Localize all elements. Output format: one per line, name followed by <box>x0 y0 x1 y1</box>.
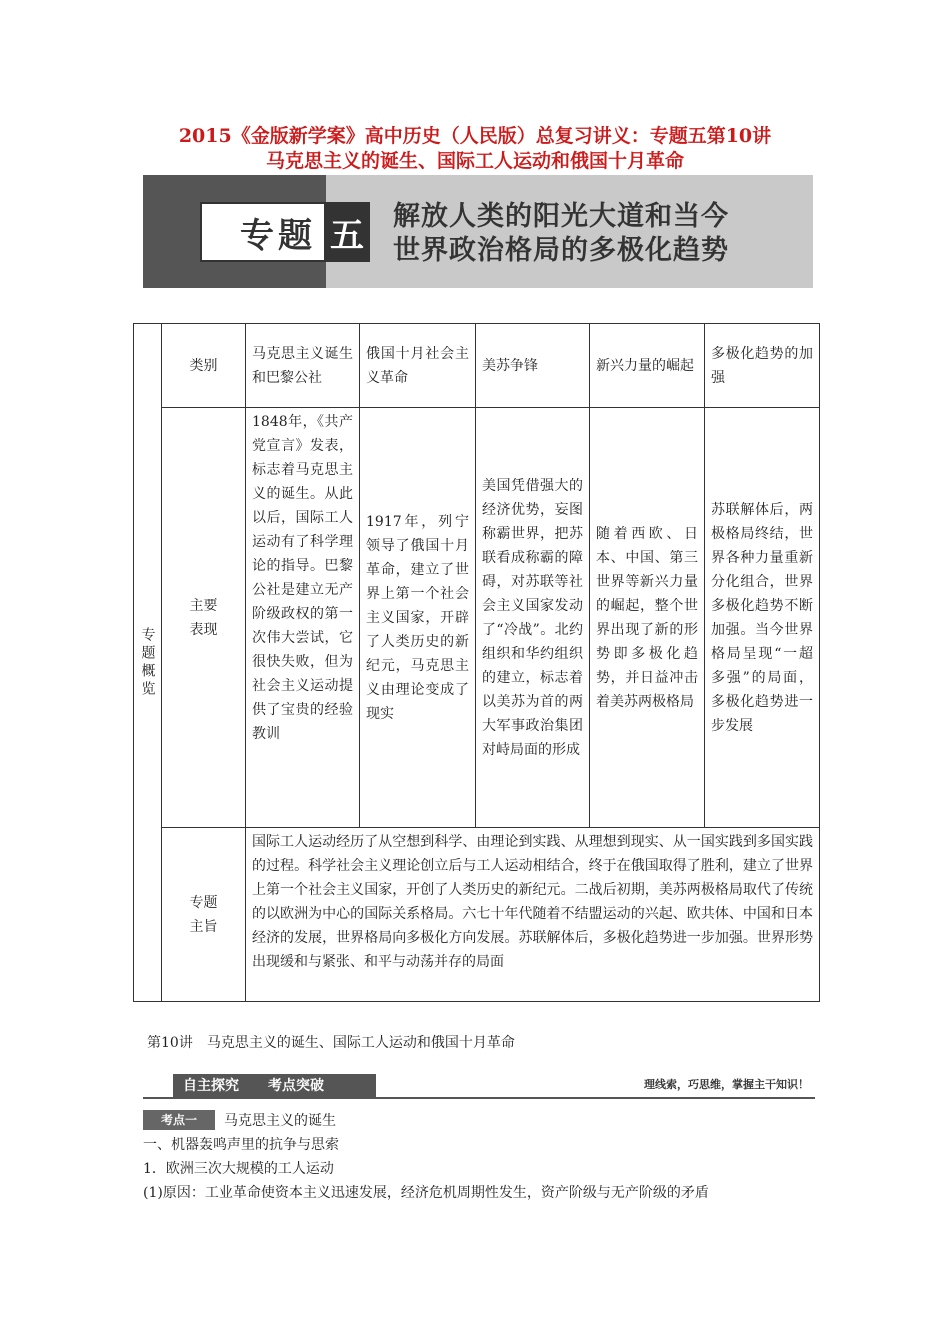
side-label: 专题概览 <box>139 626 156 699</box>
tab-self-study: 自主探究 <box>173 1074 271 1098</box>
banner-heading <box>393 200 729 268</box>
document-title-line1: 2015《金版新学案》高中历史（人民版）总复习讲义：专题五第10讲 <box>178 125 772 147</box>
lecture-heading: 第10讲 马克思主义的诞生、国际工人运动和俄国十月革命 <box>147 1035 515 1051</box>
main-cell-4: 随着西欧、日本、中国、第三世界等新兴力量的崛起，整个世界出现了新的形势即多极化趋势，并日益冲击着美苏两极格局 <box>590 408 705 828</box>
tab-key-points: 考点突破 <box>258 1074 376 1098</box>
table-row <box>134 828 820 1002</box>
main-cell-1: 1848年，《共产党宣言》发表，标志着马克思主义的诞生。从此以后，国际工人运动有了科学理论的指导。巴黎公社是建立无产阶级政权的第一次伟大尝试，它很快失败，但为社会主义运动提供了宝贵的经验教训 <box>246 408 360 828</box>
header-col-1: 马克思主义诞生和巴黎公社 <box>246 324 360 408</box>
main-cell-5: 苏联解体后，两极格局终结，世界各种力量重新分化组合，世界多极化趋势不断加强。当今世界格局呈现“一超多强”的局面，多极化趋势进一步发展 <box>705 408 820 828</box>
banner-topic-label <box>200 202 370 262</box>
section-slogan: 理线索，巧思维，掌握主干知识！ <box>644 1078 809 1091</box>
kaodian-title: 马克思主义的诞生 <box>224 1113 336 1129</box>
side-label-cell <box>134 324 162 1002</box>
header-row-label: 类别 <box>162 324 246 408</box>
section-bar <box>143 1068 815 1100</box>
theme-row-label-text: 专题主旨 <box>189 894 218 935</box>
header-col-4: 新兴力量的崛起 <box>590 324 705 408</box>
document-title-line2: 马克思主义的诞生、国际工人运动和俄国十月革命 <box>265 150 684 172</box>
theme-row-label <box>162 828 246 1002</box>
main-row-label <box>162 408 246 828</box>
header-col-2: 俄国十月社会主义革命 <box>360 324 476 408</box>
theme-text: 国际工人运动经历了从空想到科学、由理论到实践、从理想到现实、从一国实践到多国实践的过程。科学社会主义理论创立后与工人运动相结合，终于在俄国取得了胜利，建立了世界上第一个社会主义国家，开创了人类历史的新纪元。二战后初期，美苏两极格局取代了传统的以欧洲为中心的国际关系格局。六七十年代随着不结盟运动的兴起、欧共体、中国和日本经济的发展，世界格局向多极化方向发展。苏联解体后，多极化趋势进一步加强。世界形势出现缓和与紧张、和平与动荡并存的局面 <box>246 828 820 1002</box>
body-line-1: 一、机器轰鸣声里的抗争与思索 <box>143 1137 339 1153</box>
main-row-label-text: 主要表现 <box>189 597 218 638</box>
overview-table <box>133 323 820 1002</box>
banner-heading-line1: 解放人类的阳光大道和当今 <box>393 201 729 232</box>
table-row <box>134 408 820 828</box>
main-cell-3: 美国凭借强大的经济优势，妄图称霸世界，把苏联看成称霸的障碍，对苏联等社会主义国家发动了“冷战”。北约组织和华约组织的建立，标志着以美苏为首的两大军事政治集团对峙局面的形成 <box>476 408 590 828</box>
header-col-5: 多极化趋势的加强 <box>705 324 820 408</box>
body-line-3: (1)原因：工业革命使资本主义迅速发展，经济危机周期性发生，资产阶级与无产阶级的矛盾 <box>143 1185 709 1201</box>
table-row <box>134 324 820 408</box>
banner-heading-line2: 世界政治格局的多极化趋势 <box>393 235 729 266</box>
body-line-2: 1．欧洲三次大规模的工人运动 <box>143 1161 334 1177</box>
banner-label: 专题 <box>240 215 316 256</box>
kaodian-badge: 考点一 <box>143 1110 215 1130</box>
main-cell-2: 1917年，列宁领导了俄国十月革命，建立了世界上第一个社会主义国家，开辟了人类历史的新纪元，马克思主义由理论变成了现实 <box>360 408 476 828</box>
header-col-3: 美苏争锋 <box>476 324 590 408</box>
banner-number: 五 <box>324 202 370 262</box>
topic-banner <box>143 175 813 288</box>
